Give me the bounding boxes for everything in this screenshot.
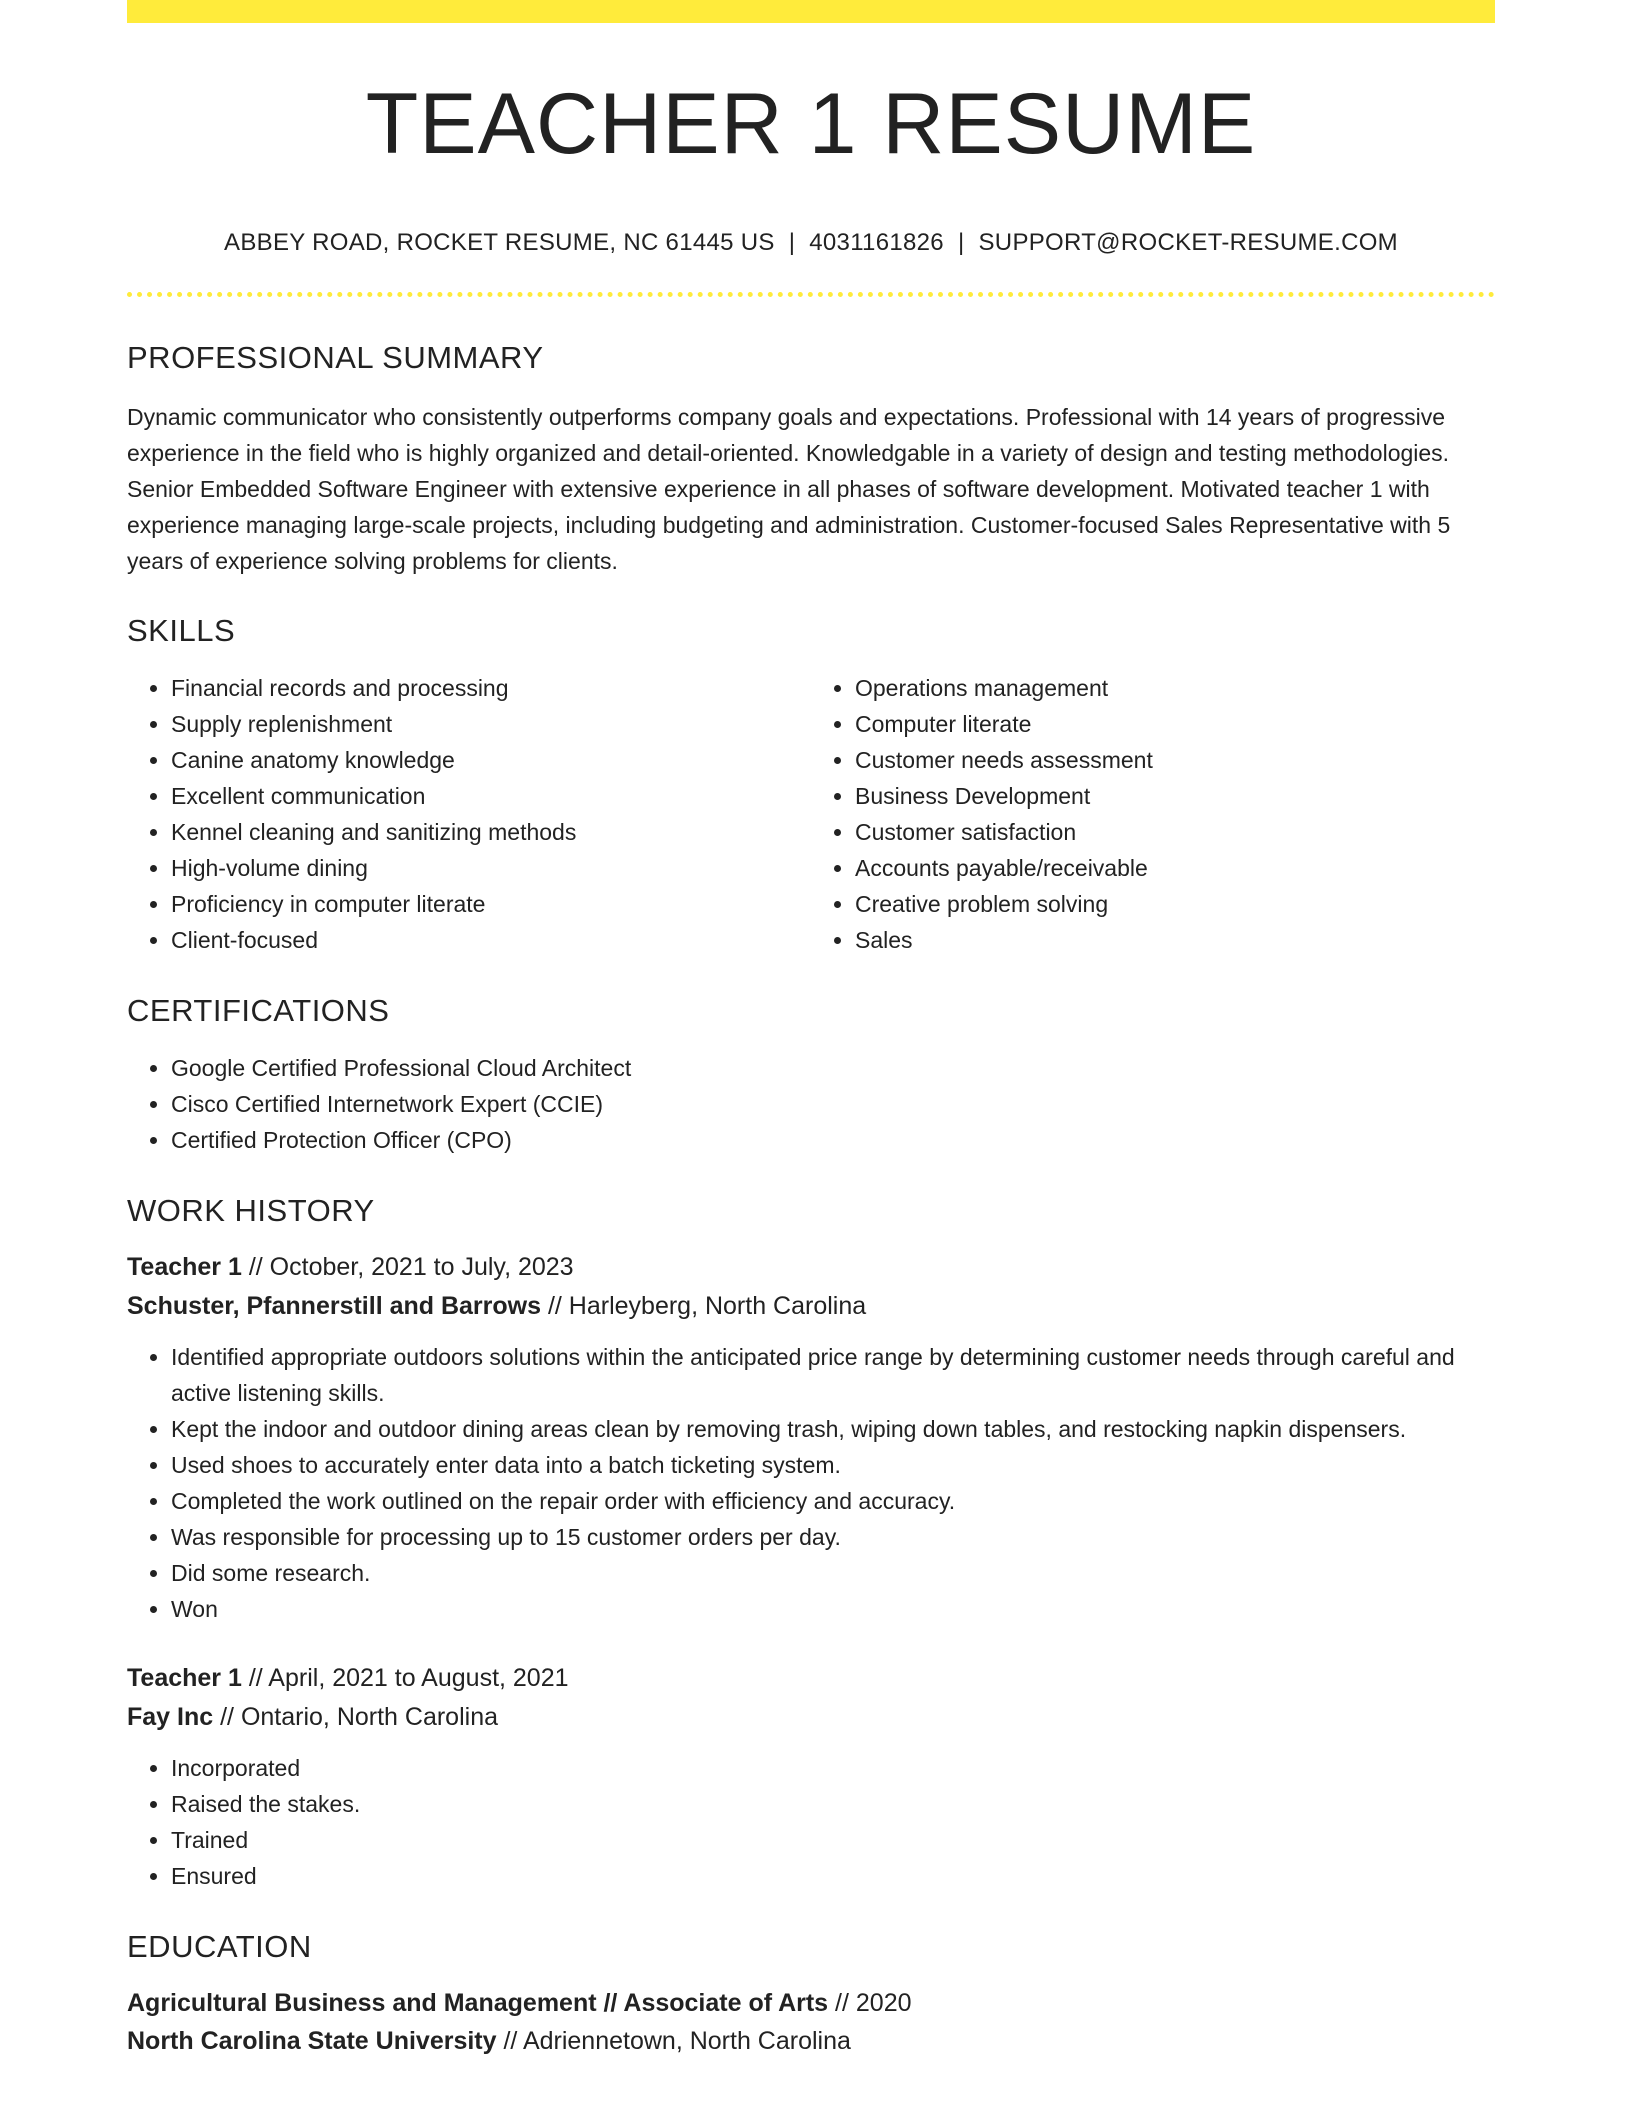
job-company-line: [127, 1698, 1495, 1737]
job-title-line: [127, 1248, 1495, 1287]
job-bullet: • Kept the indoor and outdoor dining areas clean by removing trash, wiping down tables, and restocking napkin dispensers.: [171, 1411, 1495, 1447]
education-degree-line: [127, 1984, 1495, 2022]
skills-left-list: [127, 670, 811, 958]
job-bullet: • Trained: [171, 1822, 1495, 1858]
contact-separator: |: [788, 229, 796, 256]
job-title: Teacher 1: [127, 1253, 242, 1281]
job-location: // Harleyberg, North Carolina: [547, 1292, 867, 1320]
contact-separator: |: [957, 229, 965, 256]
skill-item: • Supply replenishment: [171, 706, 811, 742]
job-dates: // April, 2021 to August, 2021: [248, 1664, 569, 1692]
job-bullet: • Did some research.: [171, 1555, 1495, 1591]
education-entry: [127, 1984, 1495, 2060]
skill-item: • Operations management: [855, 670, 1495, 706]
contact-email: SUPPORT@ROCKET-RESUME.COM: [978, 229, 1398, 256]
skills-right-list: [811, 670, 1495, 958]
job-entry: [127, 1659, 1495, 1894]
certifications-heading: CERTIFICATIONS: [127, 993, 390, 1028]
dotted-divider: [127, 292, 1495, 297]
contact-phone: 4031161826: [809, 229, 944, 256]
job-company-line: [127, 1287, 1495, 1326]
skills-columns: [127, 670, 1495, 958]
job-bullet: • Incorporated: [171, 1750, 1495, 1786]
certification-item: • Certified Protection Officer (CPO): [171, 1122, 1495, 1158]
summary-text: Dynamic communicator who consistently outperforms company goals and expectations. Professional with 14 years of progressive experience in the field who is highly organized and detail-oriented. Knowledgable in a variety of design and testing methodologies. Senior Embedded Software Engineer with extensive experience in all phases of software development. Motivated teacher 1 with experience managing large-scale projects, including budgeting and administration. Customer-focused Sales Representative with 5 years of experience solving problems for clients.: [127, 404, 1451, 574]
skill-item: • Computer literate: [855, 706, 1495, 742]
skill-item: • Financial records and processing: [171, 670, 811, 706]
certification-item: • Cisco Certified Internetwork Expert (CCIE): [171, 1086, 1495, 1122]
summary-heading: PROFESSIONAL SUMMARY: [127, 340, 544, 375]
certifications-list: [127, 1050, 1495, 1158]
skill-item: • Business Development: [855, 778, 1495, 814]
education-degree: Agricultural Business and Management // Associate of Arts: [127, 1989, 829, 2017]
job-bullet: • Used shoes to accurately enter data into a batch ticketing system.: [171, 1447, 1495, 1483]
job-dates: // October, 2021 to July, 2023: [248, 1253, 574, 1281]
job-bullet: • Won: [171, 1591, 1495, 1627]
skill-item: • Client-focused: [171, 922, 811, 958]
education-year: // 2020: [835, 1989, 912, 2017]
job-bullet: • Identified appropriate outdoors solutions within the anticipated price range by determining customer needs through careful and active listening skills.: [171, 1339, 1495, 1411]
job-location: // Ontario, North Carolina: [220, 1703, 499, 1731]
skill-item: • High-volume dining: [171, 850, 811, 886]
job-bullets: [127, 1750, 1495, 1894]
skill-item: • Customer satisfaction: [855, 814, 1495, 850]
contact-address: ABBEY ROAD, ROCKET RESUME, NC 61445 US: [224, 229, 775, 256]
job-company: Fay Inc: [127, 1703, 214, 1731]
education-school-line: [127, 2022, 1495, 2060]
job-title-line: [127, 1659, 1495, 1698]
job-company: Schuster, Pfannerstill and Barrows: [127, 1292, 542, 1320]
contact-line: [127, 231, 1495, 255]
skill-item: • Excellent communication: [171, 778, 811, 814]
job-title: Teacher 1: [127, 1664, 242, 1692]
education-school: North Carolina State University: [127, 2027, 497, 2055]
job-bullet: • Was responsible for processing up to 15 customer orders per day.: [171, 1519, 1495, 1555]
education-heading: EDUCATION: [127, 1929, 312, 1964]
job-entry: [127, 1248, 1495, 1627]
skills-heading: SKILLS: [127, 613, 236, 648]
skill-item: • Proficiency in computer literate: [171, 886, 811, 922]
job-bullet: • Completed the work outlined on the repair order with efficiency and accuracy.: [171, 1483, 1495, 1519]
job-bullet: • Ensured: [171, 1858, 1495, 1894]
resume-title: TEACHER 1 RESUME: [365, 76, 1257, 172]
job-bullet: • Raised the stakes.: [171, 1786, 1495, 1822]
certification-item: • Google Certified Professional Cloud Architect: [171, 1050, 1495, 1086]
education-location: // Adriennetown, North Carolina: [503, 2027, 851, 2055]
skill-item: • Canine anatomy knowledge: [171, 742, 811, 778]
skill-item: • Creative problem solving: [855, 886, 1495, 922]
skill-item: • Kennel cleaning and sanitizing methods: [171, 814, 811, 850]
skill-item: • Accounts payable/receivable: [855, 850, 1495, 886]
accent-top-bar: [127, 0, 1495, 23]
job-bullets: [127, 1339, 1495, 1627]
resume-page: [127, 0, 1495, 2060]
work-history-heading: WORK HISTORY: [127, 1193, 375, 1228]
skill-item: • Customer needs assessment: [855, 742, 1495, 778]
skill-item: • Sales: [855, 922, 1495, 958]
